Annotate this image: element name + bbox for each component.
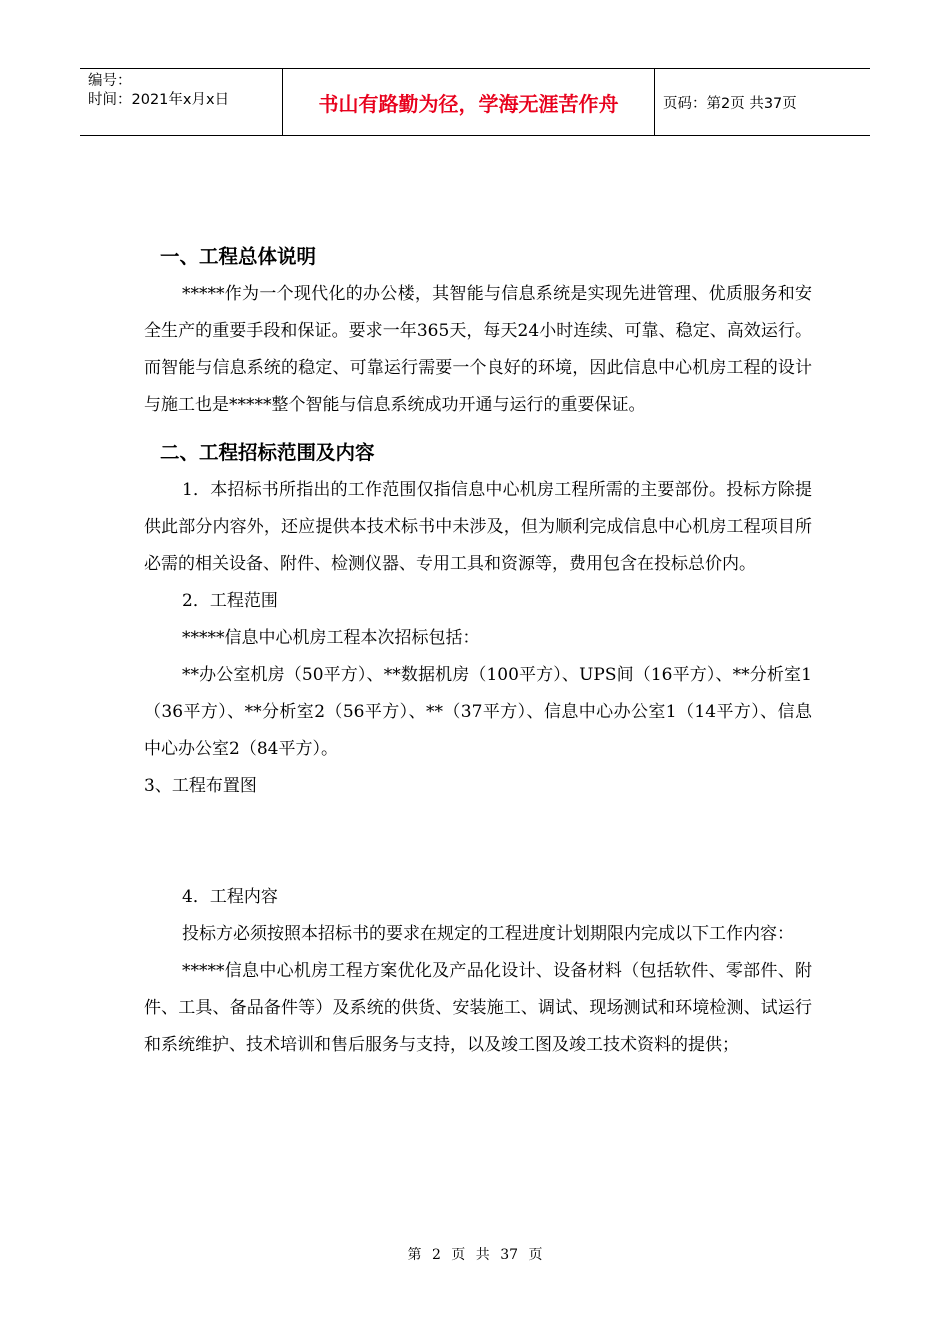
header-left-cell (80, 69, 283, 135)
scope-rooms-list: **办公室机房（50平方）、**数据机房（100平方）、UPS间（16平方）、**分析室1（36平方）、**分析室2（56平方）、**（37平方）、信息中心办公室1（14平方）、信息中心办公室2（84平方）。 (144, 665, 812, 759)
header-page-number: 页码：第2页 共37页 (663, 95, 797, 112)
work-content-intro: 投标方必须按照本招标书的要求在规定的工程进度计划期限内完成以下工作内容： (182, 924, 794, 944)
work-content-subheading: 4．工程内容 (182, 887, 278, 907)
header-motto: 书山有路勤为径，学海无涯苦作舟 (283, 69, 655, 135)
scope-subheading: 2．工程范围 (182, 591, 278, 611)
spacer (144, 424, 812, 434)
work-content-paragraph: *****信息中心机房工程方案优化及产品化设计、设备材料（包括软件、零部件、附件、工具、备品备件等）及系统的供货、安装施工、调试、现场测试和环境检测、试运行和系统维护、技术培训和售后服务与支持，以及竣工图及竣工技术资料的提供； (144, 961, 812, 1055)
section-1-paragraph: *****作为一个现代化的办公楼，其智能与信息系统是实现先进管理、优质服务和安全生产的重要手段和保证。要求一年365天，每天24小时连续、可靠、稳定、高效运行。而智能与信息系统的稳定、可靠运行需要一个良好的环境，因此信息中心机房工程的设计与施工也是*****整个智能与信息系统成功开通与运行的重要保证。 (144, 284, 812, 415)
page-header (80, 68, 870, 136)
page-footer: 第 2 页 共 37 页 (407, 1247, 543, 1263)
document-date-label: 时间：2021年x月x日 (88, 92, 230, 108)
document-number-label: 编号： (88, 73, 132, 89)
scope-paragraph: 1．本招标书所指出的工作范围仅指信息中心机房工程所需的主要部份。投标方除提供此部分内容外，还应提供本技术标书中未涉及，但为顺利完成信息中心机房工程项目所必需的相关设备、附件、检测仪器、专用工具和资源等，费用包含在投标总价内。 (144, 480, 812, 574)
scope-intro: *****信息中心机房工程本次招标包括： (182, 628, 480, 648)
section-2-heading: 二、工程招标范围及内容 (160, 441, 375, 464)
section-1-heading: 一、工程总体说明 (160, 245, 317, 268)
layout-drawing-heading: 3、工程布置图 (144, 776, 257, 796)
document-body (144, 238, 812, 1064)
drawing-placeholder (144, 805, 812, 879)
